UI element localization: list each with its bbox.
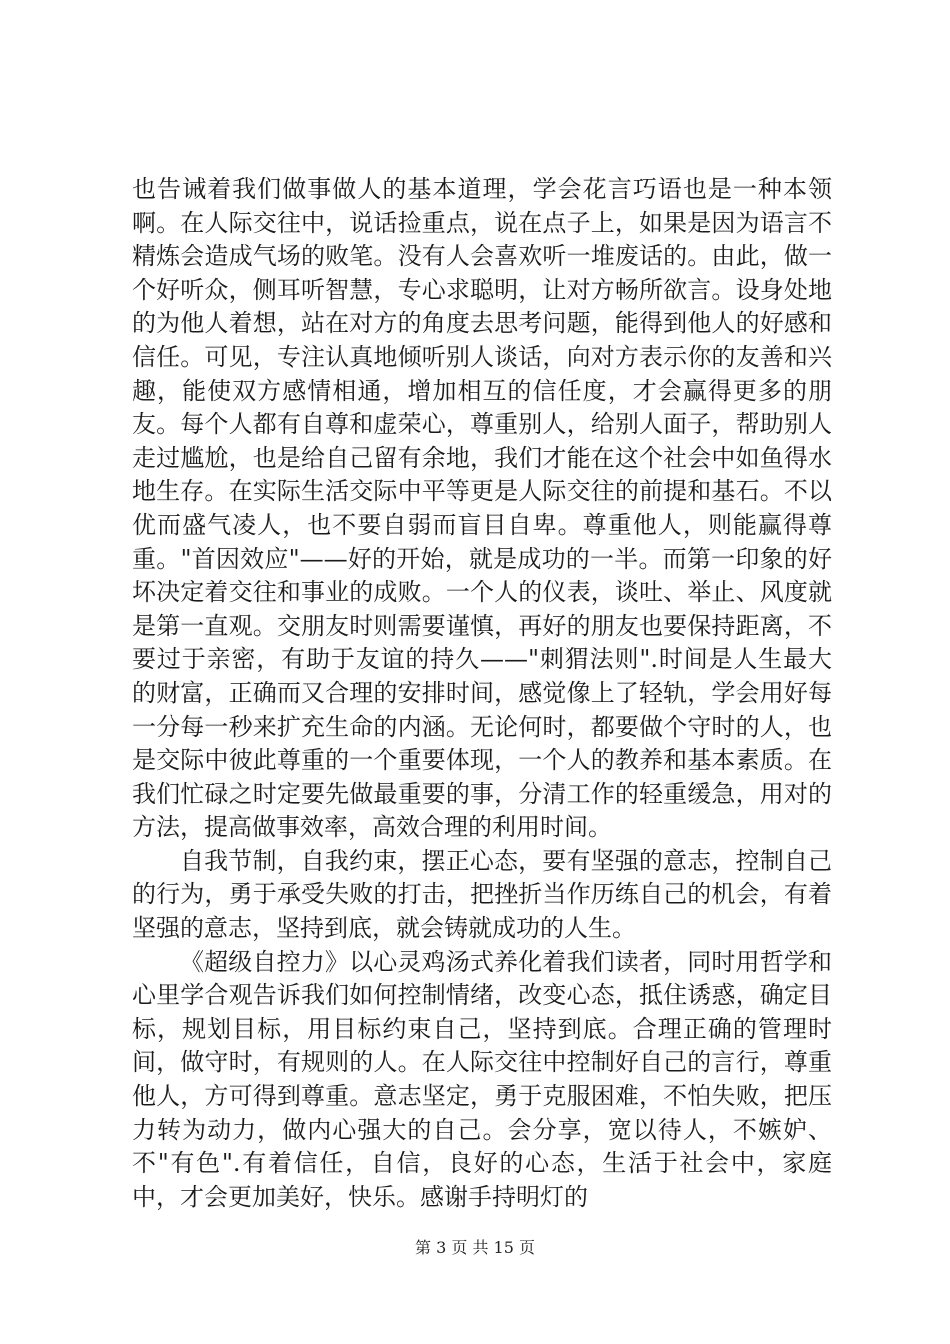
- paragraph-1: 也告诫着我们做事做人的基本道理，学会花言巧语也是一种本领啊。在人际交往中，说话捡重点，说在点子上，如果是因为语言不精炼会造成气场的败笔。没有人会喜欢听一堆废话的。由此，做一个好听众，侧耳听智慧，专心求聪明，让对方畅所欲言。设身处地的为他人着想，站在对方的角度去思考问题，能得到他人的好感和信任。可见，专注认真地倾听别人谈话，向对方表示你的友善和兴趣，能使双方感情相通，增加相互的信任度，才会赢得更多的朋友。每个人都有自尊和虚荣心，尊重别人，给别人面子，帮助别人走过尴尬，也是给自己留有余地，我们才能在这个社会中如鱼得水地生存。在实际生活交际中平等更是人际交往的前提和基石。不以优而盛气凌人，也不要自弱而盲目自卑。尊重他人，则能赢得尊重。"首因效应"——好的开始，就是成功的一半。而第一印象的好坏决定着交往和事业的成败。一个人的仪表，谈吐、举止、风度就是第一直观。交朋友时则需要谨慎，再好的朋友也要保持距离，不要过于亲密，有助于友谊的持久——"刺猬法则".时间是人生最大的财富，正确而又合理的安排时间，感觉像上了轻轨，学会用好每一分每一秒来扩充生命的内涵。无论何时，都要做个守时的人，也是交际中彼此尊重的一个重要体现，一个人的教养和基本素质。在我们忙碌之时定要先做最重要的事，分清工作的轻重缓急，用对的方法，提高做事效率，高效合理的利用时间。: [132, 175, 832, 842]
- paragraph-3: 《超级自控力》以心灵鸡汤式养化着我们读者，同时用哲学和心里学合观告诉我们如何控制情绪，改变心态，抵住诱惑，确定目标，规划目标，用目标约束自己，坚持到底。合理正确的管理时间，做守时，有规则的人。在人际交往中控制好自己的言行，尊重他人，方可得到尊重。意志坚定，勇于克服困难，不怕失败，把压力转为动力，做内心强大的自己。会分享，宽以待人，不嫉妒、不"有色".有着信任，自信，良好的心态，生活于社会中，家庭中，才会更加美好，快乐。感谢手持明灯的: [132, 947, 832, 1211]
- page-number-footer: 第 3 页 共 15 页: [415, 1238, 535, 1257]
- document-body: [132, 173, 832, 1214]
- paragraph-2: 自我节制，自我约束，摆正心态，要有坚强的意志，控制自己的行为，勇于承受失败的打击，把挫折当作历练自己的机会，有着坚强的意志，坚持到底，就会铸就成功的人生。: [132, 846, 832, 943]
